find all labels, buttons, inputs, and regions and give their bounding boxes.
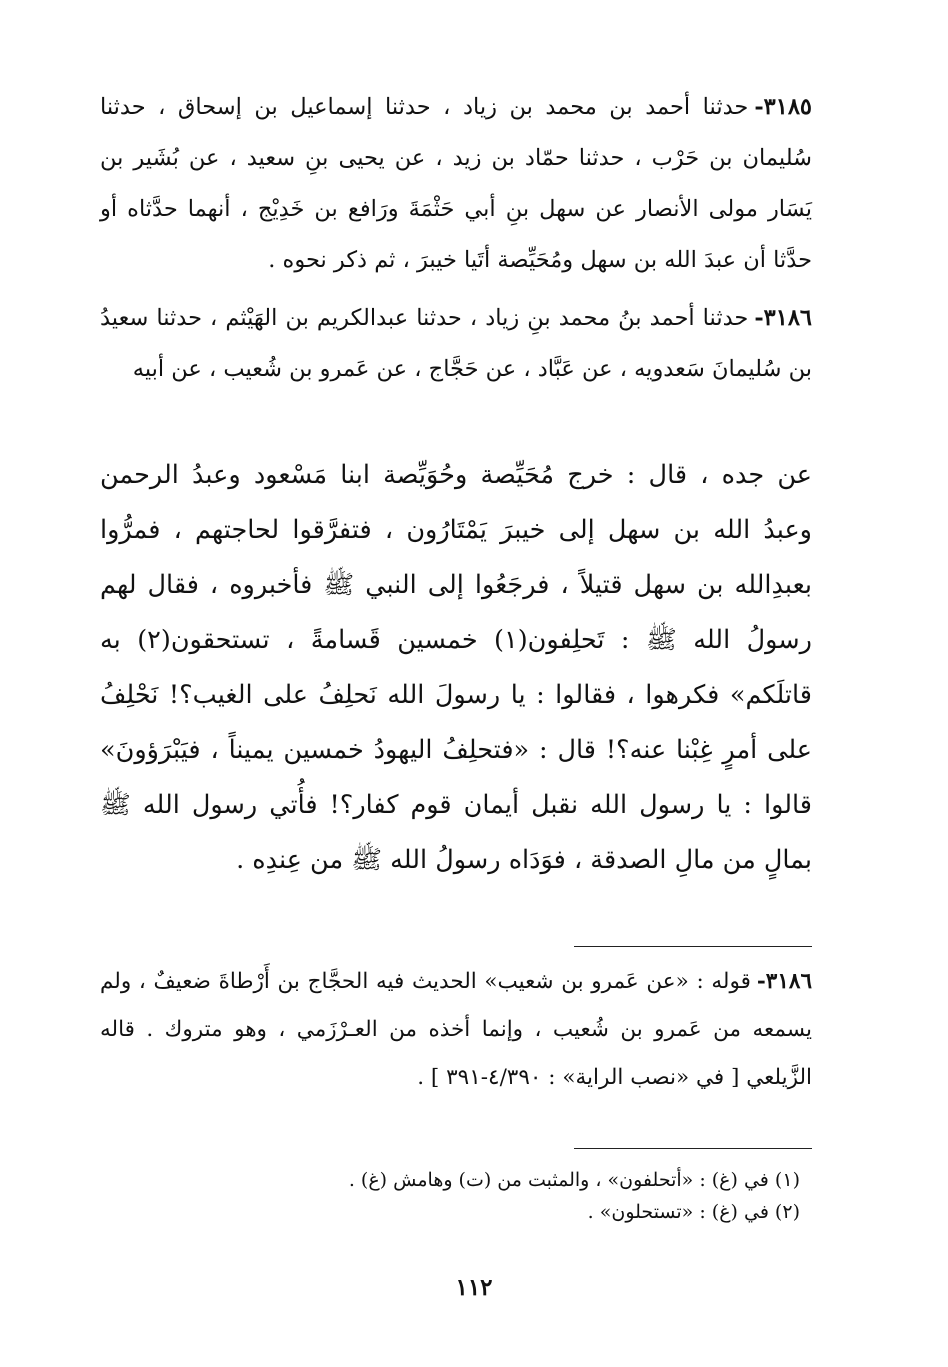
hadith-continuation	[100, 448, 812, 888]
hadith-3186-paragraph	[100, 293, 812, 395]
footnote-number: ٣١٨٦-	[756, 969, 812, 994]
hadith-3185-paragraph	[100, 82, 812, 286]
continuation-paragraph: عن جده ، قال : خرج مُحَيِّصة وحُوَيِّصة ابنا مَسْعود وعبدُ الرحمن وعبدُ الله بن سهل إلى خيبرَ يَمْتَارُون ، فتفرَّقوا لحاجتهم ، فمرُّوا بعبدِالله بن سهل قتيلاً ، فرجَعُوا إلى النبي ﷺ فأخبروه ، فقال لهم رسولُ الله ﷺ : تَحلِفون(١) خمسين قَسامةً ، تستحقون(٢) به قاتلَكم» فكرهوا ، فقالوا : يا رسولَ الله نَحلِفُ على الغيب؟! نَحْلِفُ على أمرٍ غِبْنا عنه؟! قال : «فتحلِفُ اليهودُ خمسين يميناً ، فيَبْرَؤونَ» قالوا : يا رسول الله نقبل أيمان قوم كفار؟! فأُتي رسول الله ﷺ بمالٍ من مالِ الصدقة ، فوَدَاه رسولُ الله ﷺ من عِندِه .	[100, 460, 812, 875]
main-footnote-paragraph	[100, 958, 812, 1102]
notes-separator	[574, 1148, 812, 1149]
footnote-separator	[574, 946, 812, 947]
main-footnote	[100, 958, 812, 1102]
hadith-3185	[100, 82, 812, 286]
hadith-number: ٣١٨٦-	[754, 305, 812, 331]
hadith-text: حدثنا أحمد بنُ محمد بنِ زياد ، حدثنا عبدالكريم بن الهَيْثم ، حدثنا سعيدُ بن سُليمانَ سَعدويه ، عن عَبَّاد ، عن حَجَّاج ، عن عَمرو بن شُعيب ، عن أبيه	[100, 305, 812, 382]
variant-note: (١) في (غ) : «أتحلفون» ، والمثبت من (ت) وهامش (غ) .	[348, 1169, 800, 1191]
page-number: ١١٢	[455, 1274, 493, 1301]
variant-notes	[100, 1164, 812, 1228]
hadith-number: ٣١٨٥-	[754, 94, 812, 120]
footnote-text: قوله : «عن عَمرو بن شعيب» الحديث فيه الحجَّاج بن أَرْطاةَ ضعيفٌ ، ولم يسمعه من عَمرو بن شُعيب ، وإنما أخذه من العـرْزَمي ، وهو متروك . قاله الزَّيلعي [ في «نصب الراية» : ٤/٣٩٠-٣٩١ ] .	[100, 969, 812, 1090]
hadith-text: حدثنا أحمد بن محمد بن زياد ، حدثنا إسماعيل بن إسحاق ، حدثنا سُليمان بن حَرْب ، حدثنا حمّاد بن زيد ، عن يحيى بنِ سعيد ، عن بُشَير بن يَسَار مولى الأنصار عن سهل بنِ أبي حَثْمَةَ ورَافع بن خَدِيْج ، أنهما حدَّثاه أو حدَّثا أن عبدَ الله بن سهل ومُحَيِّصة أتَيا خيبرَ ، ثم ذكر نحوه .	[100, 94, 812, 273]
hadith-3186	[100, 293, 812, 395]
variant-note: (٢) في (غ) : «تستحلون» .	[587, 1201, 800, 1223]
